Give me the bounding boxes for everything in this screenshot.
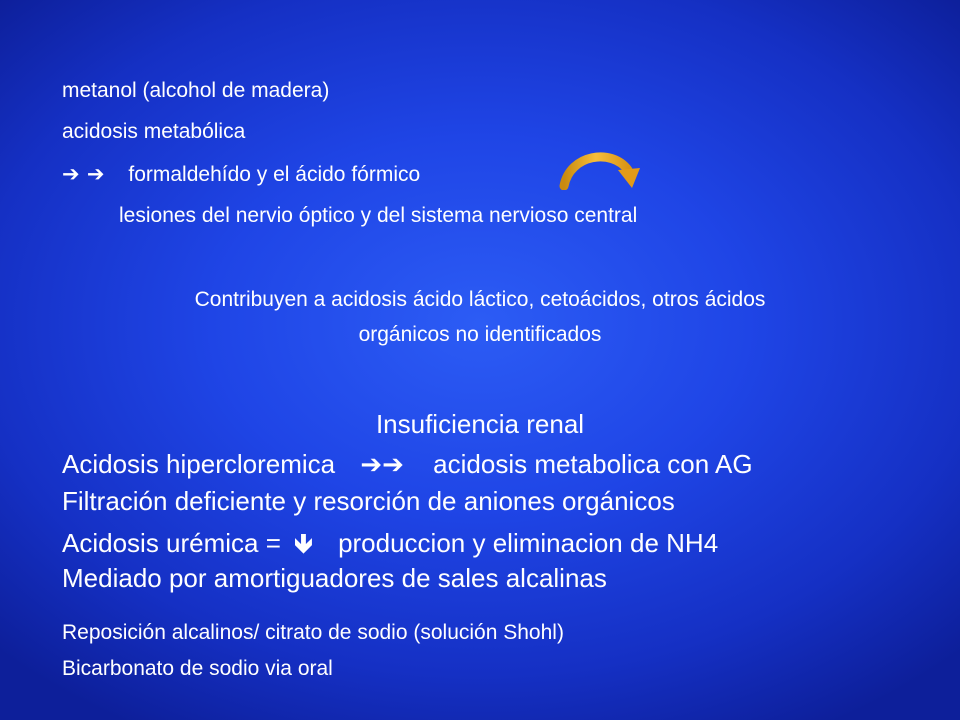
contributors-line-2: orgánicos no identificados (358, 323, 602, 346)
double-right-arrow-icon: ➔ ➔ (62, 162, 105, 186)
contributors-line-1: Contribuyen a acidosis ácido láctico, cetoácidos, otros ácidos (194, 288, 766, 311)
buffer-line: Mediado por amortiguadores de sales alcalinas (62, 563, 607, 593)
metabolic-acidosis-line: acidosis metabólica (62, 120, 246, 143)
treatment-line-2: Bicarbonato de sodio via oral (62, 657, 333, 680)
section-heading: Insuficiencia renal (375, 409, 585, 439)
treatment-line-1: Reposición alcalinos/ citrato de sodio (solución Shohl) (62, 621, 564, 644)
double-right-arrow-icon: ➔➔ (360, 450, 404, 480)
metabolic-ag-text: acidosis metabolica con AG (433, 449, 753, 479)
filtration-line: Filtración deficiente y resorción de aniones orgánicos (62, 486, 675, 516)
formaldehyde-text: formaldehído y el ácido fórmico (128, 163, 421, 186)
hyperchloremic-text: Acidosis hipercloremica (62, 449, 336, 479)
down-arrow-icon: 🡻 (294, 529, 313, 559)
nh4-text: produccion y eliminacion de NH4 (338, 528, 719, 558)
optic-nerve-line: lesiones del nervio óptico y del sistema nervioso central (119, 204, 638, 227)
hyperchloremic-line (62, 449, 753, 480)
curved-arrow-icon (556, 148, 646, 190)
uremic-text: Acidosis urémica = (62, 528, 281, 558)
methanol-line: metanol (alcohol de madera) (62, 79, 330, 102)
formaldehyde-line (62, 162, 420, 187)
